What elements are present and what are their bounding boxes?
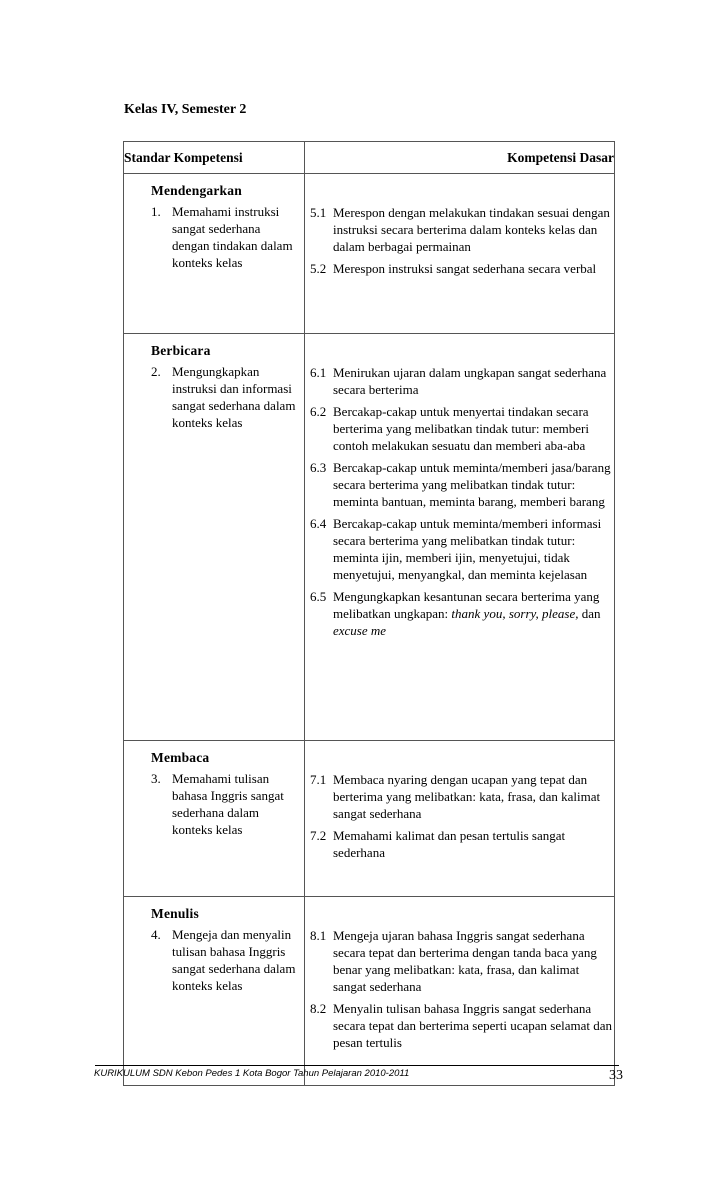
- kd-text: [333, 588, 612, 639]
- kd-item: [310, 827, 612, 861]
- sk-number: 3.: [151, 771, 161, 786]
- kd-cell: [305, 174, 615, 334]
- kd-text: Merespon instruksi sangat sederhana secara verbal: [333, 261, 597, 276]
- sk-text: Mengungkapkan instruksi dan informasi sangat sederhana dalam konteks kelas: [172, 364, 296, 430]
- kd-number: 7.2: [310, 828, 327, 843]
- table-row: [124, 174, 615, 334]
- header-standar-kompetensi: Standar Kompetensi: [124, 142, 305, 174]
- kd-item: [310, 364, 612, 398]
- kd-text: Bercakap-cakap untuk meminta/memberi jasa/barang secara berterima yang melibatkan tindak tutur: meminta bantuan, meminta barang, memberi barang: [333, 460, 611, 509]
- kd-item: [310, 927, 612, 995]
- kd-text: Menyalin tulisan bahasa Inggris sangat sederhana secara tepat dan berterima seperti ucapan selamat dan pesan tertulis: [333, 1001, 612, 1050]
- kd-item: [310, 588, 612, 639]
- table-header-row: [124, 142, 615, 174]
- footer-text: KURIKULUM SDN Kebon Pedes 1 Kota Bogor Tahun Pelajaran 2010-2011: [94, 1068, 410, 1079]
- sk-number: 2.: [151, 364, 161, 379]
- kd-cell: [305, 741, 615, 897]
- kd-item: [310, 204, 612, 255]
- kd-cell: [305, 897, 615, 1086]
- kd-number: 8.1: [310, 928, 327, 943]
- kd-item: [310, 459, 612, 510]
- sk-cell: [124, 174, 305, 334]
- kd-text: Memahami kalimat dan pesan tertulis sangat sederhana: [333, 828, 566, 860]
- sk-text: Memahami instruksi sangat sederhana dengan tindakan dalam konteks kelas: [172, 204, 293, 270]
- kd-item: [310, 771, 612, 822]
- sk-cell: [124, 741, 305, 897]
- sk-item: [151, 770, 300, 838]
- kd-text: Bercakap-cakap untuk menyertai tindakan secara berterima yang melibatkan tindak tutur: memberi contoh melakukan sesuatu dan memberi aba-aba: [333, 404, 589, 453]
- kd-number: 6.2: [310, 404, 327, 419]
- aspect-title: Berbicara: [151, 343, 211, 358]
- sk-text: Memahami tulisan bahasa Inggris sangat sederhana dalam konteks kelas: [172, 771, 284, 837]
- kd-text: Bercakap-cakap untuk meminta/memberi informasi secara berterima yang melibatkan tindak tutur: meminta ijin, memberi ijin, menyetujui, tidak menyetujui, menyangkal, dan meminta kejelasan: [333, 516, 602, 582]
- sk-text: Mengeja dan menyalin tulisan bahasa Inggris sangat sederhana dalam konteks kelas: [172, 927, 296, 993]
- kd-number: 6.3: [310, 460, 327, 475]
- kd-item: [310, 403, 612, 454]
- kd-number: 8.2: [310, 1001, 327, 1016]
- sk-item: [151, 203, 300, 271]
- kd-item: [310, 1000, 612, 1051]
- section-heading: Kelas IV, Semester 2: [124, 102, 247, 117]
- page-number: 33: [609, 1068, 623, 1083]
- aspect-title: Mendengarkan: [151, 183, 242, 198]
- kd-number: 6.1: [310, 365, 327, 380]
- kd-number: 5.2: [310, 261, 327, 276]
- sk-number: 1.: [151, 204, 161, 219]
- kd-item: [310, 260, 612, 277]
- competency-table: [123, 141, 615, 1086]
- sk-cell: [124, 334, 305, 741]
- footer-divider: [95, 1065, 619, 1066]
- kd-text-italic: thank you, sorry, please,: [451, 606, 579, 621]
- kd-text: Menirukan ujaran dalam ungkapan sangat sederhana secara berterima: [333, 365, 607, 397]
- table-row: [124, 334, 615, 741]
- kd-text-mid: dan: [578, 606, 601, 621]
- kd-number: 6.4: [310, 516, 327, 531]
- kd-text: Merespon dengan melakukan tindakan sesuai dengan instruksi secara berterima dalam konteks kelas dan dalam berbagai permainan: [333, 205, 610, 254]
- kd-text: Mengeja ujaran bahasa Inggris sangat sederhana secara tepat dan berterima dengan tanda baca yang benar yang melibatkan: kata, frasa, dan kalimat sangat sederhana: [333, 928, 597, 994]
- header-kompetensi-dasar: Kompetensi Dasar: [305, 142, 615, 174]
- kd-text: Membaca nyaring dengan ucapan yang tepat dan berterima yang melibatkan: kata, frasa, dan kalimat sangat sederhana: [333, 772, 601, 821]
- sk-cell: [124, 897, 305, 1086]
- kd-item: [310, 515, 612, 583]
- kd-number: 7.1: [310, 772, 327, 787]
- table-row: [124, 741, 615, 897]
- kd-text-italic: excuse me: [333, 623, 387, 638]
- aspect-title: Membaca: [151, 750, 210, 765]
- table-row: [124, 897, 615, 1086]
- kd-cell: [305, 334, 615, 741]
- sk-number: 4.: [151, 927, 161, 942]
- sk-item: [151, 926, 300, 994]
- aspect-title: Menulis: [151, 906, 199, 921]
- sk-item: [151, 363, 300, 431]
- kd-text-before: Mengungkapkan kesantunan secara berterima yang melibatkan ungkapan:: [333, 589, 600, 621]
- kd-number: 6.5: [310, 589, 327, 604]
- kd-number: 5.1: [310, 205, 327, 220]
